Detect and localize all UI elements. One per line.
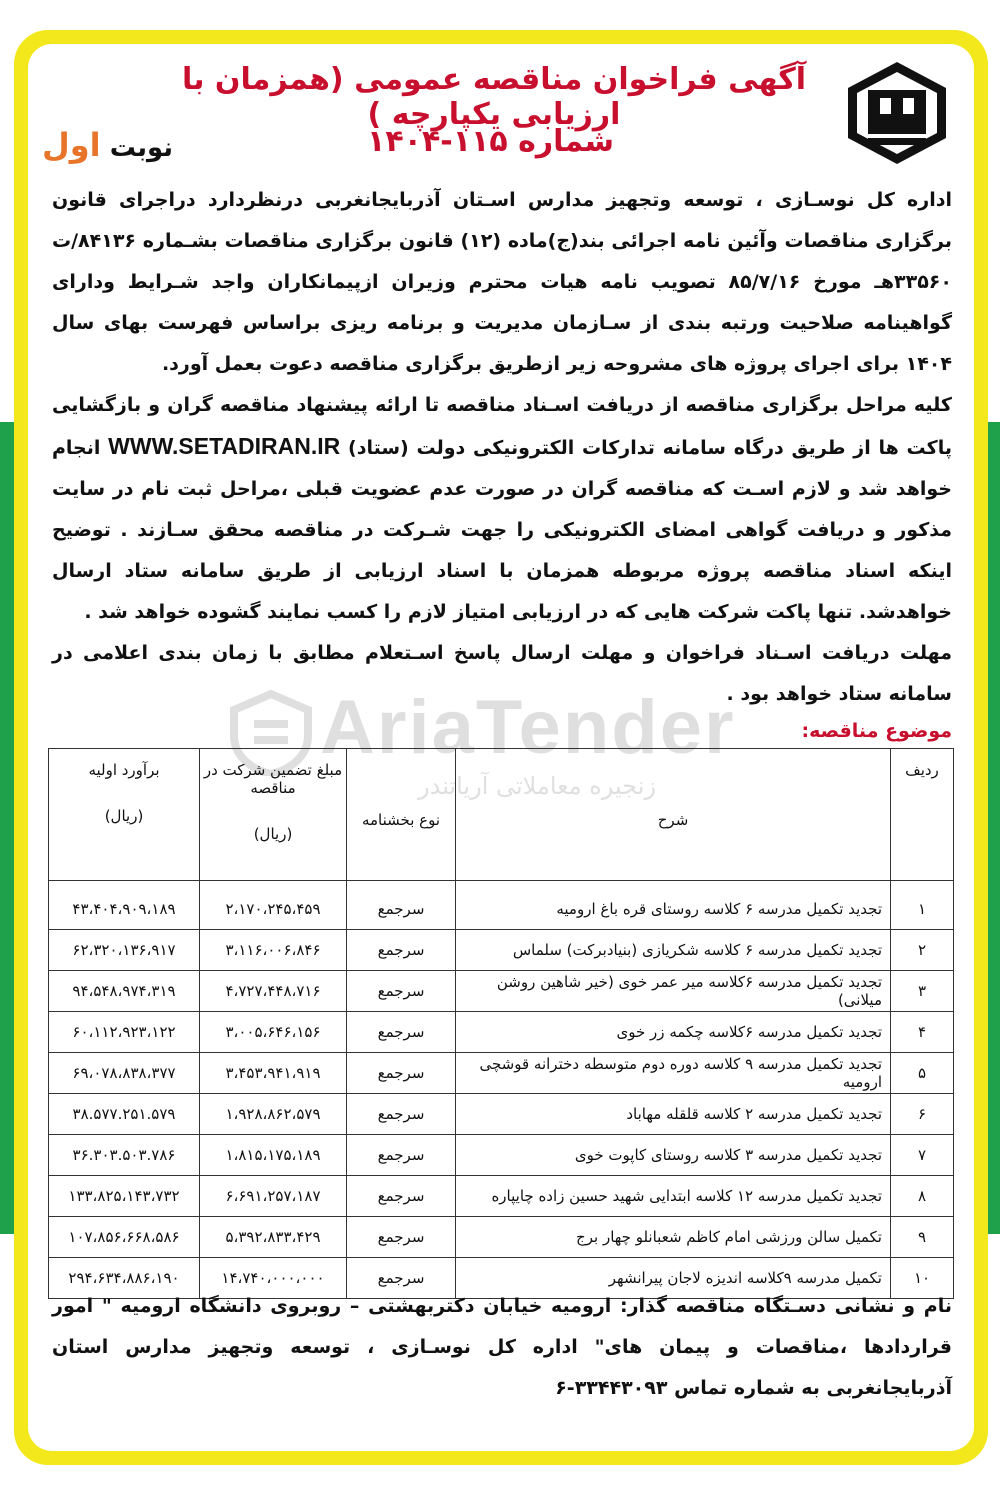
notice-panel [28, 44, 974, 1451]
row-estimate: ۴۳،۴۰۴،۹۰۹،۱۸۹ [49, 881, 200, 930]
table-row [49, 881, 954, 930]
row-number: ۹ [891, 1217, 954, 1258]
header-row-number: ردیف [891, 749, 954, 881]
row-guarantee: ۴،۷۲۷،۴۴۸،۷۱۶ [200, 971, 347, 1012]
intro-paragraph: اداره کل نوسـازی ، توسعه وتجهیز مدارس اسـتان آذربایجانغربی درنظردارد دراجرای قانون برگزاری مناقصات وآئین نامه اجرائی بند(ج)ماده (۱۲) قانون برگزاری مناقصات بشـماره ۸۴۱۳۶/ت ۳۳۵۶۰هـ مورخ ۸۵/۷/۱۶ تصویب نامه هیات محترم وزیران ازپیمانکاران واجد شـرایط ودارای گواهینامه صلاحیت ورتبه بندی از سـازمان مدیریت و برنامه ریزی براساس فهرست بهای سال ۱۴۰۴ برای اجرای پروژه های مشروحه زیر ازطریق برگزاری مناقصه دعوت بعمل آورد. [52, 189, 952, 375]
ministry-emblem-icon [842, 58, 952, 168]
header-guarantee-unit: (ریال) [253, 825, 293, 843]
table-row [49, 971, 954, 1012]
row-number: ۷ [891, 1135, 954, 1176]
row-estimate: ۹۴،۵۴۸،۹۷۴،۳۱۹ [49, 971, 200, 1012]
row-description: تجدید تکمیل مدرسه ۹ کلاسه دوره دوم متوسطه دخترانه قوشچی ارومیه [456, 1053, 891, 1094]
table-row [49, 1094, 954, 1135]
header-estimate-label: برآورد اولیه [88, 761, 160, 779]
row-guarantee: ۳،۱۱۶،۰۰۶،۸۴۶ [200, 930, 347, 971]
row-guarantee: ۱،۹۲۸،۸۶۲،۵۷۹ [200, 1094, 347, 1135]
procedure-text-b: انجام خواهد شد و لازم اسـت که مناقصه گران در صورت عدم عضویت قبلی ،مراحل ثبت نام در سایت مذکور و دریافت گواهی امضای الکترونیکی را جهت شـرکت در مناقصه محقق سـازند . توضیح اینکه اسناد مناقصه پروژه مربوطه همزمان با اسناد ارزیابی از طریق سامانه ستاد ارسال خواهدشد. تنها پاکت شرکت هایی که در ارزیابی امتیاز لازم را کسب نمایند گشوده خواهد شد . [52, 437, 952, 623]
header-description: شرح [456, 749, 891, 881]
notice-footer [52, 1286, 952, 1409]
row-circular-type: سرجمع [347, 1135, 456, 1176]
row-guarantee: ۱۴،۷۴۰،۰۰۰،۰۰۰ [200, 1258, 347, 1299]
row-guarantee: ۲،۱۷۰،۲۴۵،۴۵۹ [200, 881, 347, 930]
row-circular-type: سرجمع [347, 1053, 456, 1094]
row-number: ۱۰ [891, 1258, 954, 1299]
row-circular-type: سرجمع [347, 1217, 456, 1258]
row-estimate: ۳۸.۵۷۷.۲۵۱.۵۷۹ [49, 1094, 200, 1135]
organizer-address: نام و نشانی دسـتگاه مناقصه گذار: ارومیه خیابان دکتربهشتی – روبروی دانشگاه ارومیه " امور قراردادها ،مناقصات و پیمان های" اداره کل نوسـازی ، توسعه وتجهیز مدارس استان آذربایجانغربی به شماره تماس ۳۳۴۴۳۰۹۳-۶ [52, 1295, 952, 1399]
deadline-paragraph: مهلت دریافت اسـناد فراخوان و مهلت ارسال پاسخ اسـتعلام مطابق با زمان بندی اعلامی در سامانه ستاد خواهد بود . [52, 642, 952, 705]
notice-body [52, 180, 952, 715]
row-number: ۸ [891, 1176, 954, 1217]
row-estimate: ۱۳۳،۸۲۵،۱۴۳،۷۳۲ [49, 1176, 200, 1217]
row-estimate: ۶۰،۱۱۲،۹۲۳،۱۲۲ [49, 1012, 200, 1053]
notice-title: آگهی فراخوان مناقصه عمومی (همزمان با ارزیابی یکپارچه ) [181, 62, 807, 132]
row-estimate: ۳۶.۳۰۳.۵۰۳.۷۸۶ [49, 1135, 200, 1176]
row-circular-type: سرجمع [347, 881, 456, 930]
row-number: ۶ [891, 1094, 954, 1135]
table-row [49, 1012, 954, 1053]
table-row [49, 1053, 954, 1094]
header-circular-type: نوع بخشنامه [347, 749, 456, 881]
row-estimate: ۲۹۴،۶۳۴،۸۸۶،۱۹۰ [49, 1258, 200, 1299]
setad-website-link[interactable]: WWW.SETADIRAN.IR [108, 433, 341, 459]
row-circular-type: سرجمع [347, 1258, 456, 1299]
notice-number: شماره ۱۱۵-۱۴۰۴ [367, 124, 614, 159]
watermark-brand: AriaTender [320, 685, 736, 770]
row-circular-type: سرجمع [347, 1012, 456, 1053]
header-estimate [49, 749, 200, 881]
row-description: تجدید تکمیل مدرسه ۶کلاسه چکمه زر خوی [456, 1012, 891, 1053]
row-description: تجدید تکمیل مدرسه ۶ کلاسه روستای قره باغ ارومیه [456, 881, 891, 930]
row-description: تجدید تکمیل مدرسه ۳ کلاسه روستای کاپوت خوی [456, 1135, 891, 1176]
row-number: ۱ [891, 881, 954, 930]
round-label-word: نوبت [109, 133, 174, 163]
row-description: تجدید تکمیل مدرسه ۱۲ کلاسه ابتدایی شهید حسین زاده چایپاره [456, 1176, 891, 1217]
row-description: تجدید تکمیل مدرسه ۲ کلاسه قلقله مهاباد [456, 1094, 891, 1135]
row-number: ۵ [891, 1053, 954, 1094]
row-number: ۳ [891, 971, 954, 1012]
row-estimate: ۶۲،۳۲۰،۱۳۶،۹۱۷ [49, 930, 200, 971]
table-row [49, 1135, 954, 1176]
table-row [49, 930, 954, 971]
row-description: تکمیل سالن ورزشی امام کاظم شعبانلو چهار برج [456, 1217, 891, 1258]
row-guarantee: ۳،۴۵۳،۹۴۱،۹۱۹ [200, 1053, 347, 1094]
table-header-row [49, 749, 954, 881]
row-number: ۲ [891, 930, 954, 971]
procedure-text-a: کلیه مراحل برگزاری مناقصه از دریافت اسـناد مناقصه تا ارائه پیشنهاد مناقصه گران و بازگشایی پاکت ها از طریق درگاه سامانه تدارکات الکترونیکی دولت (ستاد) [52, 394, 952, 459]
round-label [42, 126, 173, 164]
header-guarantee [200, 749, 347, 881]
header-guarantee-label: مبلغ تضمین شرکت در مناقصه [203, 761, 343, 797]
row-guarantee: ۵،۳۹۲،۸۳۳،۴۲۹ [200, 1217, 347, 1258]
row-circular-type: سرجمع [347, 1176, 456, 1217]
row-estimate: ۱۰۷،۸۵۶،۶۶۸،۵۸۶ [49, 1217, 200, 1258]
watermark-tagline: زنجیره معاملاتی آریاتندر [418, 772, 657, 800]
tender-table [48, 748, 954, 1299]
row-guarantee: ۳،۰۰۵،۶۴۶،۱۵۶ [200, 1012, 347, 1053]
row-number: ۴ [891, 1012, 954, 1053]
row-circular-type: سرجمع [347, 1094, 456, 1135]
subject-label: موضوع مناقصه: [801, 720, 952, 742]
row-estimate: ۶۹،۰۷۸،۸۳۸،۳۷۷ [49, 1053, 200, 1094]
row-description: تکمیل مدرسه ۹کلاسه اندیزه لاجان پیرانشهر [456, 1258, 891, 1299]
procedure-paragraph [52, 385, 952, 633]
row-guarantee: ۱،۸۱۵،۱۷۵،۱۸۹ [200, 1135, 347, 1176]
row-description: تجدید تکمیل مدرسه ۶ کلاسه شکریازی (بنیادبرکت) سلماس [456, 930, 891, 971]
table-row [49, 1176, 954, 1217]
row-circular-type: سرجمع [347, 971, 456, 1012]
round-label-value: اول [42, 126, 101, 164]
table-row [49, 1217, 954, 1258]
row-circular-type: سرجمع [347, 930, 456, 971]
row-guarantee: ۶،۶۹۱،۲۵۷،۱۸۷ [200, 1176, 347, 1217]
row-description: تجدید تکمیل مدرسه ۶کلاسه میر عمر خوی (خیر شاهین روشن میلانی) [456, 971, 891, 1012]
header-estimate-unit: (ریال) [104, 807, 144, 825]
